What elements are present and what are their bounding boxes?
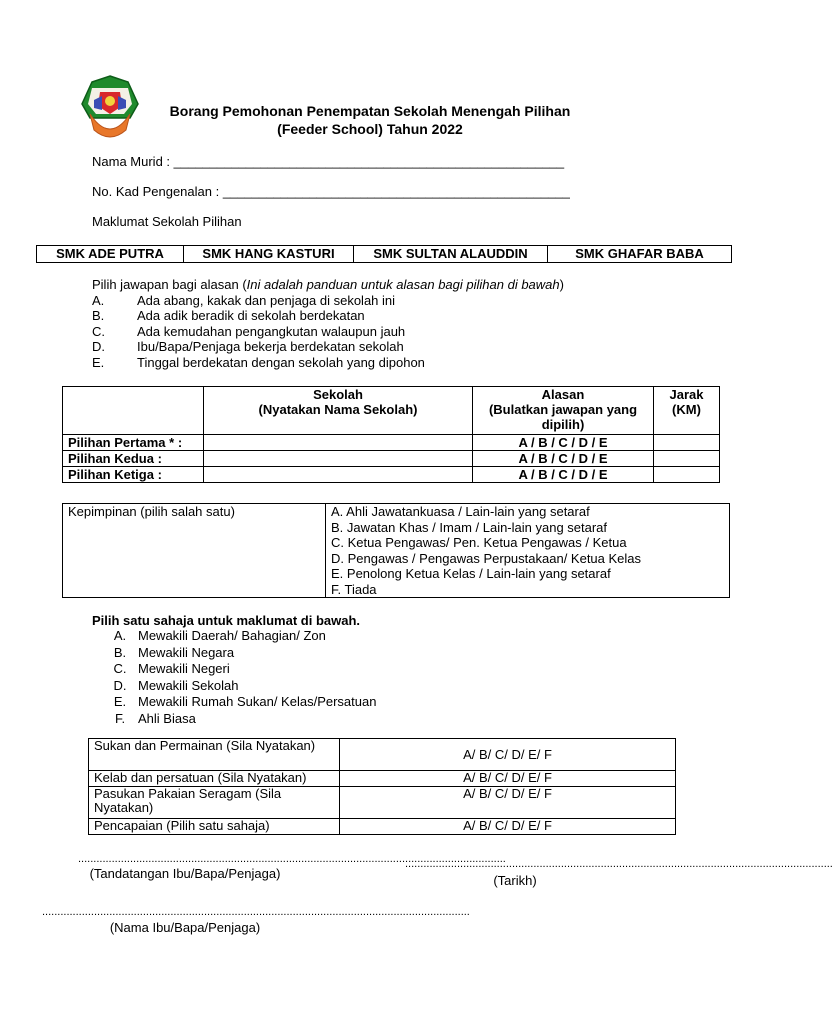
rep-letter: A.	[113, 628, 127, 643]
reason-item	[92, 324, 712, 340]
reason-letter: C.	[92, 323, 105, 339]
sekolah-header-sub: (Nyatakan Nama Sekolah)	[258, 402, 418, 417]
nama-murid-field[interactable]: Nama Murid : ______________________________________________________	[92, 154, 565, 169]
rep-text: Mewakili Daerah/ Bahagian/ Zon	[138, 628, 326, 643]
reason-letter: E.	[92, 354, 105, 370]
schools-table	[36, 245, 732, 263]
leadership-option[interactable]: D. Pengawas / Pengawas Perpustakaan/ Ketua Kelas	[331, 550, 642, 566]
signature-caption: (Tandatangan Ibu/Bapa/Penjaga)	[89, 866, 281, 881]
alasan-header-title: Alasan	[541, 387, 585, 402]
choice-school-input[interactable]	[204, 451, 473, 467]
rep-letter: F.	[114, 710, 126, 726]
reasons-intro	[92, 277, 712, 293]
activity-label: Pasukan Pakaian Seragam (Sila Nyatakan)	[89, 787, 340, 819]
list-item	[108, 645, 508, 662]
activities-table	[88, 738, 676, 835]
choice-answer[interactable]: A / B / C / D / E	[473, 467, 654, 483]
name-caption: (Nama Ibu/Bapa/Penjaga)	[109, 920, 261, 935]
reason-text: Ada kemudahan pengangkutan walaupun jauh	[137, 323, 406, 339]
form-title	[150, 102, 590, 138]
activity-answer[interactable]: A/ B/ C/ D/ E/ F	[340, 819, 676, 835]
reasons-intro-end: )	[559, 277, 564, 292]
reason-item	[92, 339, 712, 355]
title-line-2: (Feeder School) Tahun 2022	[277, 121, 463, 137]
table-row	[89, 819, 676, 835]
leadership-options	[326, 504, 730, 598]
rep-text: Mewakili Negeri	[138, 661, 230, 677]
reasons-section	[92, 277, 712, 370]
date-line[interactable]: ............................................................................................................................................	[405, 858, 833, 870]
activity-label: Sukan dan Permainan (Sila Nyatakan)	[89, 739, 340, 771]
school-1: SMK ADE PUTRA	[37, 246, 184, 263]
list-item	[108, 661, 508, 678]
activity-label: Kelab dan persatuan (Sila Nyatakan)	[89, 771, 340, 787]
leadership-label: Kepimpinan (pilih salah satu)	[63, 504, 326, 598]
choice-label: Pilihan Pertama * :	[63, 435, 204, 451]
table-row	[63, 435, 720, 451]
list-item	[108, 628, 508, 645]
reasons-intro-italic: Ini adalah panduan untuk alasan bagi pilihan di bawah	[246, 277, 560, 292]
reason-item	[92, 355, 712, 371]
leadership-table	[62, 503, 730, 598]
choice-school-input[interactable]	[204, 435, 473, 451]
rep-text: Ahli Biasa	[138, 710, 196, 726]
table-row	[89, 771, 676, 787]
reason-text: Ada adik beradik di sekolah berdekatan	[137, 308, 365, 323]
school-4: SMK GHAFAR BABA	[548, 246, 732, 263]
leadership-option[interactable]: F. Tiada	[331, 581, 377, 597]
leadership-option[interactable]: E. Penolong Ketua Kelas / Lain-lain yang setaraf	[331, 566, 611, 581]
choice-answer[interactable]: A / B / C / D / E	[473, 451, 654, 467]
school-2: SMK HANG KASTURI	[184, 246, 354, 263]
leadership-option[interactable]: C. Ketua Pengawas/ Pen. Ketua Pengawas / Ketua	[331, 535, 627, 550]
activity-answer[interactable]: A/ B/ C/ D/ E/ F	[340, 787, 676, 819]
alasan-header-sub: (Bulatkan jawapan yang dipilih)	[488, 402, 638, 432]
reason-letter: D.	[92, 339, 105, 354]
representation-list	[108, 628, 508, 728]
choice-label: Pilihan Kedua :	[63, 451, 204, 467]
choice-distance-input[interactable]	[654, 435, 720, 451]
choice-school-input[interactable]	[204, 467, 473, 483]
rep-letter: E.	[113, 694, 127, 710]
jarak-header	[654, 387, 720, 435]
rep-text: Mewakili Negara	[138, 644, 235, 660]
choice-label: Pilihan Ketiga :	[63, 467, 204, 483]
activity-label: Pencapaian (Pilih satu sahaja)	[89, 819, 340, 835]
reason-letter: B.	[92, 308, 105, 323]
choice-answer[interactable]: A / B / C / D / E	[473, 435, 654, 451]
sekolah-header	[204, 387, 473, 435]
table-row	[89, 739, 676, 771]
list-item	[108, 711, 508, 728]
alasan-header	[473, 387, 654, 435]
reasons-intro-plain: Pilih jawapan bagi alasan (	[92, 277, 247, 292]
list-item	[108, 694, 508, 711]
choice-distance-input[interactable]	[654, 467, 720, 483]
rep-text: Mewakili Sekolah	[138, 677, 239, 693]
reason-item	[92, 308, 712, 324]
school-3: SMK SULTAN ALAUDDIN	[354, 246, 548, 263]
reason-text: Ibu/Bapa/Penjaga bekerja berdekatan sekolah	[137, 339, 404, 354]
table-row	[89, 787, 676, 819]
rep-letter: D.	[113, 677, 127, 693]
activity-answer[interactable]: A/ B/ C/ D/ E/ F	[340, 739, 676, 771]
reason-text: Ada abang, kakak dan penjaga di sekolah ini	[137, 292, 396, 308]
title-line-1: Borang Pemohonan Penempatan Sekolah Menengah Pilihan	[169, 103, 571, 119]
empty-header-cell	[63, 387, 204, 435]
date-caption: (Tarikh)	[493, 873, 537, 888]
reason-letter: A.	[92, 292, 105, 308]
jarak-header-title: Jarak	[669, 387, 704, 402]
list-item	[108, 678, 508, 695]
leadership-option[interactable]: A. Ahli Jawatankuasa / Lain-lain yang setaraf	[331, 504, 590, 519]
table-row	[63, 467, 720, 483]
sekolah-header-title: Sekolah	[313, 387, 363, 402]
choice-table	[62, 386, 720, 483]
leadership-option[interactable]: B. Jawatan Khas / Imam / Lain-lain yang setaraf	[331, 519, 608, 535]
signature-line[interactable]: ............................................................................................................................................	[78, 853, 506, 865]
table-row	[63, 451, 720, 467]
choice-distance-input[interactable]	[654, 451, 720, 467]
rep-text: Mewakili Rumah Sukan/ Kelas/Persatuan	[138, 694, 377, 710]
no-kad-field[interactable]: No. Kad Pengenalan : ________________________________________________	[92, 184, 570, 199]
representation-heading: Pilih satu sahaja untuk maklumat di bawah.	[92, 613, 361, 628]
school-logo	[80, 74, 140, 140]
rep-letter: C.	[113, 661, 127, 677]
rep-letter: B.	[113, 644, 127, 660]
name-line[interactable]: ............................................................................................................................................	[42, 906, 470, 918]
maklumat-label: Maklumat Sekolah Pilihan	[92, 214, 242, 229]
jarak-header-sub: (KM)	[672, 402, 701, 417]
activity-answer[interactable]: A/ B/ C/ D/ E/ F	[340, 771, 676, 787]
reason-item	[92, 293, 712, 309]
reason-text: Tinggal berdekatan dengan sekolah yang dipohon	[137, 354, 425, 370]
